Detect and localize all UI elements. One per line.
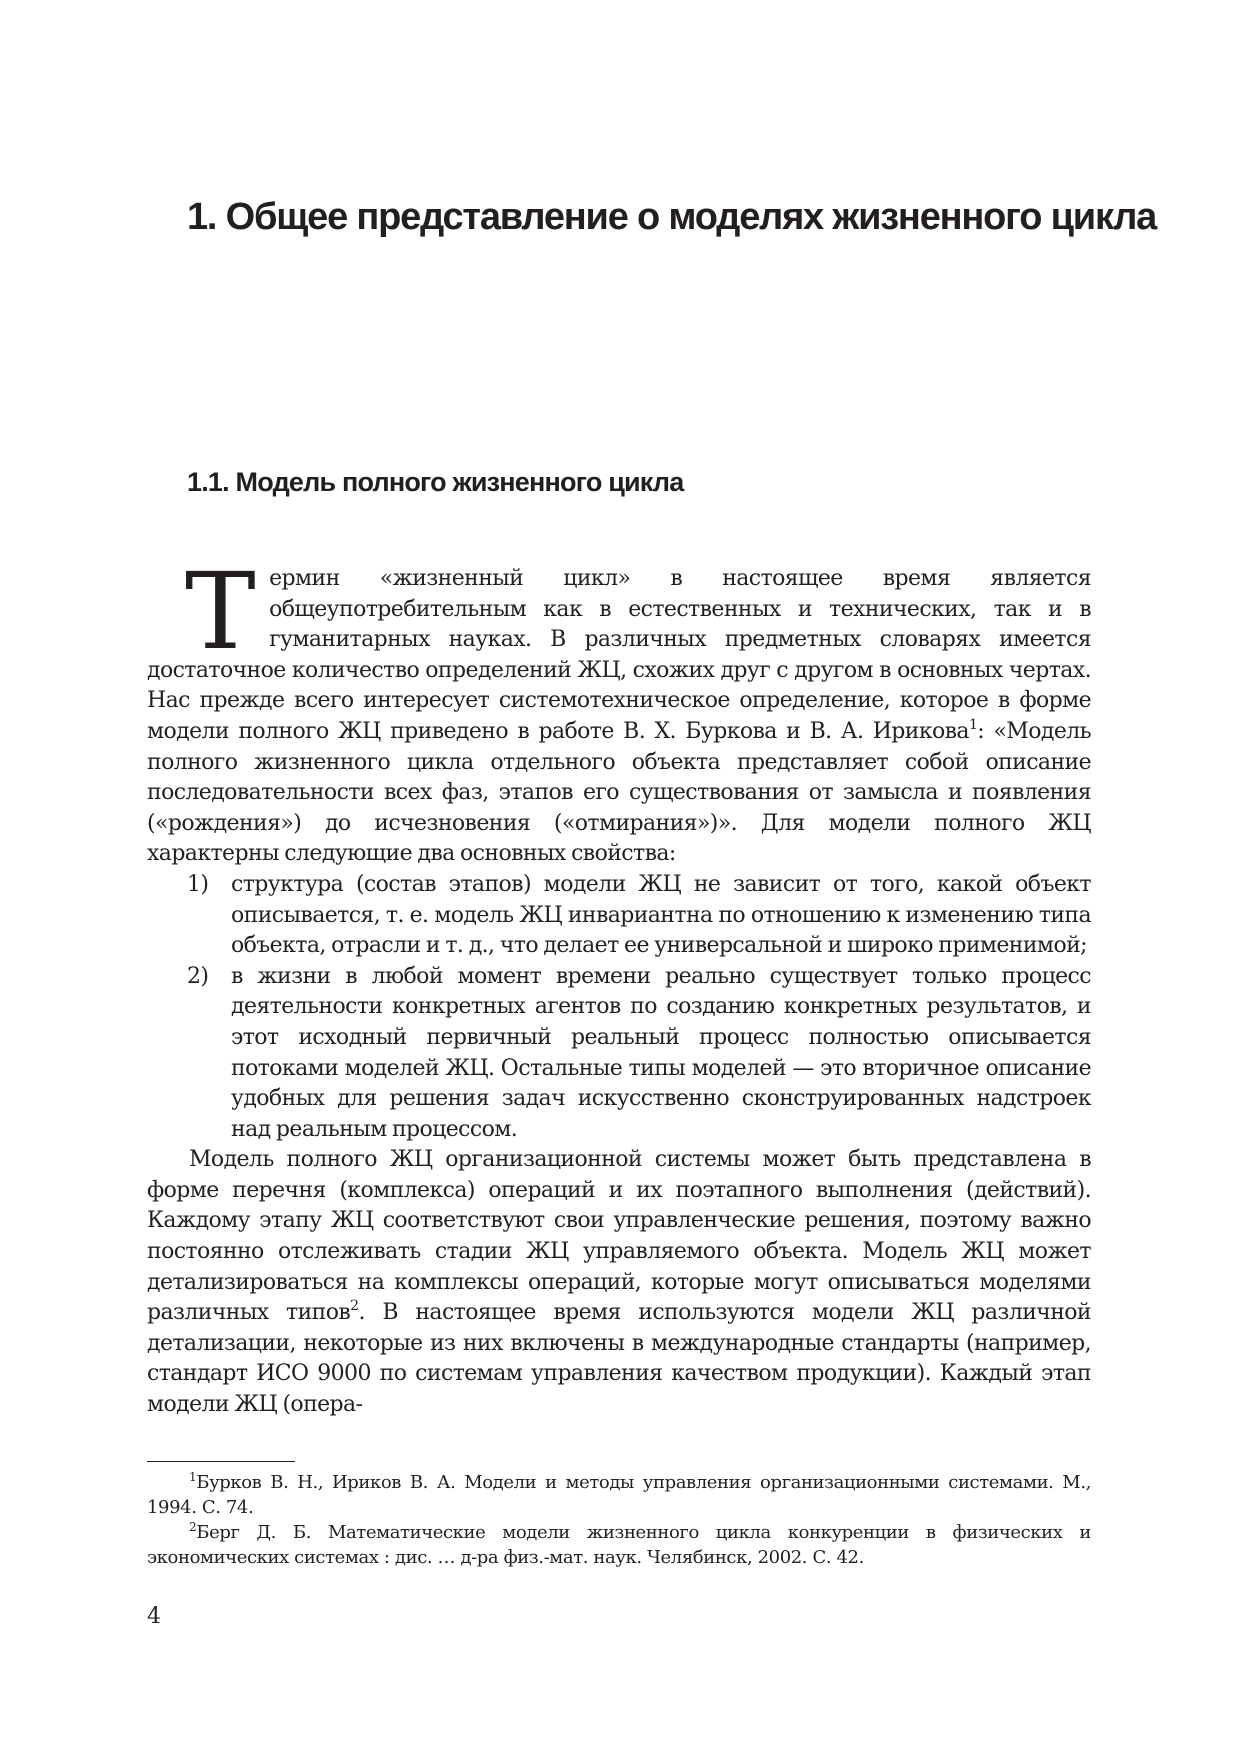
- list-item-text: структура (состав этапов) модели ЖЦ не зависит от того, какой объект описывается, т. е. модель ЖЦ инвариантна по отношению к изменению типа объекта, отрасли и т. д., что делает ее универсальной и широко применимой;: [231, 871, 1091, 959]
- list-item: [147, 962, 1091, 1146]
- footnote-ref-1[interactable]: 1: [968, 716, 978, 733]
- list-item: [147, 870, 1091, 962]
- properties-list: [147, 870, 1091, 1145]
- footnote-divider: [147, 1461, 295, 1462]
- footnote-number: 2: [189, 1520, 197, 1534]
- paragraph-2: [147, 1145, 1091, 1420]
- list-item-text: в жизни в любой момент времени реально существует только процесс деятельности конкретных агентов по созданию конкретных результатов, и этот исходный первичный реальный процесс полностью описывается потоками моделей ЖЦ. Остальные типы моделей — это вторичное описание удобных для решения задач искусственно сконструированных надстроек над реальным процессом.: [231, 963, 1091, 1142]
- page-number: 4: [147, 1604, 161, 1629]
- drop-cap: Т: [185, 550, 256, 673]
- paragraph-1-rest: : «Модель полного жизненного цикла отдельного объекта представляет собой описание последовательности всех фаз, этапов его существования от замысла и появления («рождения») до исчезновения («отмирания»)». Для модели полного ЖЦ характерны следующие два основных свойства:: [147, 718, 1091, 867]
- section-title: 1.1. Модель полного жизненного цикла: [187, 467, 684, 497]
- footnote: [147, 1520, 1091, 1570]
- body-text: [147, 550, 1091, 1421]
- list-item-number: 1): [187, 871, 209, 897]
- footnote-number: 1: [189, 1470, 197, 1484]
- paragraph-2-text: Модель полного ЖЦ организационной системы может быть представлена в форме перечня (комплекса) операций и их поэтапного выполнения (действий). Каждому этапу ЖЦ соответствуют свои управленческие решения, поэтому важно постоянно отслеживать стадии ЖЦ управляемого объекта. Модель ЖЦ может детализироваться на комплексы операций, которые могут описываться моделями различных типов: [147, 1147, 1091, 1326]
- paragraph-1: [147, 550, 1091, 870]
- footnote-ref-2[interactable]: 2: [350, 1298, 359, 1315]
- footnote: [147, 1470, 1091, 1520]
- footnote-text: Бурков В. Н., Ириков В. А. Модели и методы управления организационными системами. М., 1994. С. 74.: [147, 1472, 1091, 1518]
- footnote-text: Берг Д. Б. Математические модели жизненного цикла конкуренции в физических и экономических системах : дис. … д-ра физ.-мат. наук. Челябинск, 2002. С. 42.: [147, 1522, 1091, 1568]
- paragraph-1-text: ермин «жизненный цикл» в настоящее время является общеупотребительным как в естественных и технических, так и в гуманитарных науках. В различных предметных словарях имеется достаточное количество определений ЖЦ, схожих друг с другом в основных чертах. Нас прежде всего интересует системотехническое определение, которое в форме модели полного ЖЦ приведено в работе В. Х. Буркова и В. А. Ирикова: [147, 566, 1091, 744]
- footnotes: [147, 1470, 1091, 1570]
- paragraph-2-rest: . В настоящее время используются модели ЖЦ различной детализации, некоторые из них включены в международные стандарты (например, стандарт ИСО 9000 по системам управления качеством продукции). Каждый этап модели ЖЦ (опера-: [147, 1300, 1091, 1418]
- list-item-number: 2): [187, 963, 209, 989]
- chapter-title: 1. Общее представление о моделях жизненного цикла: [187, 196, 1157, 238]
